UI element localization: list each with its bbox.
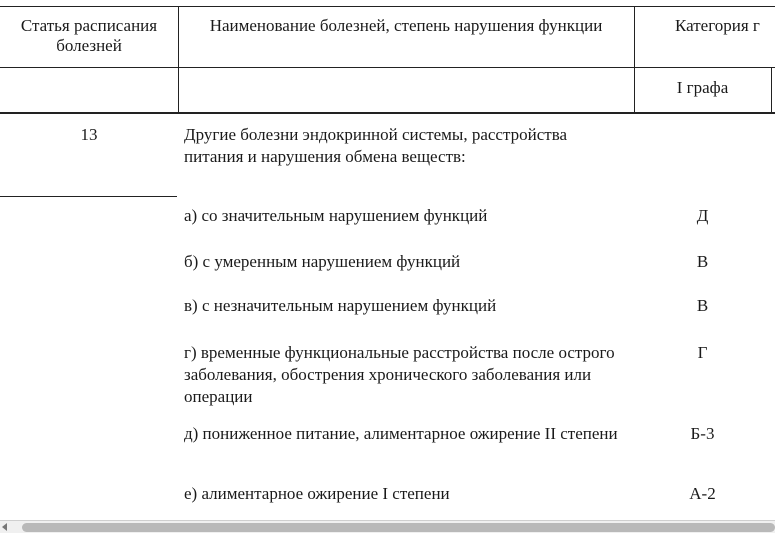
row-category: А-2 bbox=[689, 484, 716, 503]
row-name: г) временные функциональные расстройства после острого заболевания, обострения хронического заболевания или операции bbox=[184, 343, 615, 406]
row-name: б) с умеренным нарушением функций bbox=[184, 252, 461, 271]
column-divider bbox=[771, 67, 772, 113]
header-name: Наименование болезней, степень нарушения функции bbox=[209, 16, 603, 35]
row-category: Г bbox=[697, 343, 708, 362]
header-top-border bbox=[0, 6, 775, 7]
row-category: В bbox=[696, 252, 709, 271]
header-subcolumn: I графа bbox=[676, 78, 729, 97]
header-category: Категория г bbox=[675, 16, 760, 35]
header-mid-border bbox=[0, 67, 775, 68]
row-name: в) с незначительным нарушением функций bbox=[184, 296, 497, 315]
horizontal-scrollbar[interactable] bbox=[0, 520, 775, 533]
scrollbar-thumb[interactable] bbox=[22, 523, 775, 532]
header-article: Статья расписания болезней bbox=[20, 16, 158, 55]
scroll-left-arrow-icon[interactable] bbox=[2, 523, 7, 531]
row-name: а) со значительным нарушением функций bbox=[184, 206, 488, 225]
row-name: е) алиментарное ожирение I степени bbox=[184, 484, 450, 503]
article-separator bbox=[0, 196, 177, 197]
row-article: 13 bbox=[80, 125, 98, 144]
row-category: Д bbox=[696, 206, 709, 225]
column-divider bbox=[178, 6, 179, 113]
row-name: Другие болезни эндокринной системы, расстройства питания и нарушения обмена веществ: bbox=[184, 125, 568, 166]
header-bottom-border bbox=[0, 112, 775, 114]
row-name: д) пониженное питание, алиментарное ожирение II степени bbox=[184, 424, 618, 443]
row-category: В bbox=[696, 296, 709, 315]
row-category: Б-3 bbox=[690, 424, 715, 443]
